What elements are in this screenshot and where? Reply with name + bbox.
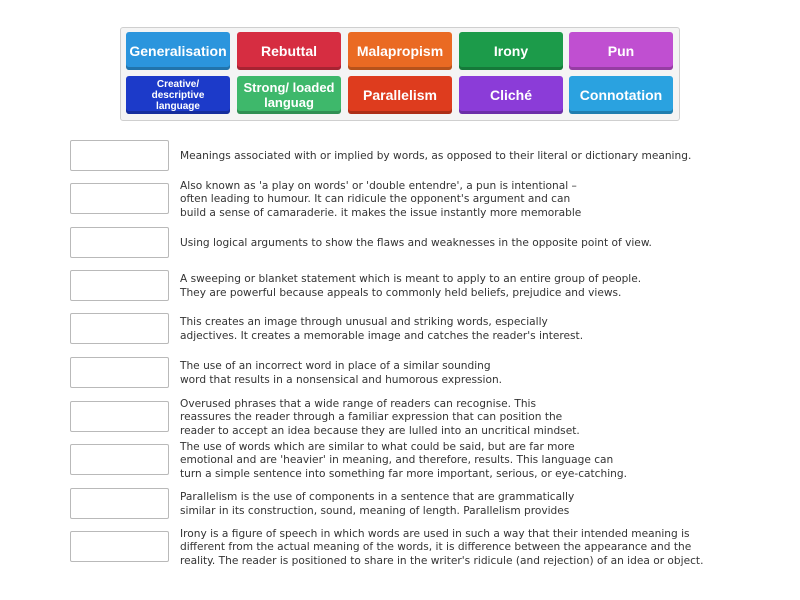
drop-zone[interactable]: [70, 531, 169, 562]
match-row-2: [70, 179, 750, 219]
drop-zone[interactable]: [70, 227, 169, 258]
answer-tile-panel: [120, 27, 680, 121]
match-row-6: [70, 357, 750, 391]
drop-zone[interactable]: [70, 270, 169, 301]
drop-zone[interactable]: [70, 313, 169, 344]
drop-zone[interactable]: [70, 401, 169, 432]
tile-generalisation[interactable]: Generalisation: [126, 32, 230, 70]
tile-pun[interactable]: Pun: [569, 32, 673, 70]
tile-strong-loaded-language[interactable]: Strong/ loaded languag: [237, 76, 341, 114]
tile-connotation[interactable]: Connotation: [569, 76, 673, 114]
description-text: The use of an incorrect word in place of a similar sounding word that results in a nonsensical and humorous expression.: [180, 360, 503, 386]
match-row-3: [70, 227, 750, 261]
tile-parallelism[interactable]: Parallelism: [348, 76, 452, 114]
description-text: Parallelism is the use of components in a sentence that are grammatically similar in its construction, sound, meaning of length. Parallelism provides: [180, 491, 575, 517]
match-row-1: [70, 140, 750, 174]
description-text: Irony is a figure of speech in which words are used in such a way that their intended meaning is different from the actual meaning of the words, it is difference between the appearance and the reality. The reader is positioned to share in the writer's ridicule (and rejection) of an idea or object.: [180, 527, 704, 567]
drop-zone[interactable]: [70, 140, 169, 171]
description-text: The use of words which are similar to what could be said, but are far more emotional and are 'heavier' in meaning, and therefore, results. This language can turn a simple sentence into something far more important, serious, or eye-catching.: [180, 440, 627, 480]
tile-irony[interactable]: Irony: [459, 32, 563, 70]
description-text: Also known as 'a play on words' or 'double entendre', a pun is intentional – often leading to humour. It can ridicule the opponent's argument and can build a sense of camaraderie. it makes the issue instantly more memorable: [180, 179, 582, 219]
tile-rebuttal[interactable]: Rebuttal: [237, 32, 341, 70]
drop-zone[interactable]: [70, 444, 169, 475]
drop-zone[interactable]: [70, 183, 169, 214]
tile-malapropism[interactable]: Malapropism: [348, 32, 452, 70]
match-row-9: [70, 488, 750, 522]
match-row-10: [70, 527, 750, 567]
match-row-4: [70, 270, 750, 304]
drop-zone[interactable]: [70, 357, 169, 388]
drop-zone[interactable]: [70, 488, 169, 519]
match-row-7: [70, 397, 750, 437]
description-text: Using logical arguments to show the flaws and weaknesses in the opposite point of view.: [180, 237, 652, 250]
description-text: A sweeping or blanket statement which is meant to apply to an entire group of people. They are powerful because appeals to commonly held beliefs, prejudice and views.: [180, 273, 642, 299]
tile-cliche[interactable]: Cliché: [459, 76, 563, 114]
match-row-5: [70, 313, 750, 347]
description-text: Overused phrases that a wide range of readers can recognise. This reassures the reader through a familiar expression that can position the reader to accept an idea because they are lulled into an uncritical mindset.: [180, 397, 580, 437]
match-row-8: [70, 440, 750, 480]
description-text: This creates an image through unusual and striking words, especially adjectives. It creates a memorable image and catches the reader's interest.: [180, 316, 584, 342]
tile-creative-descriptive-language[interactable]: Creative/ descriptive language: [126, 76, 230, 114]
description-text: Meanings associated with or implied by words, as opposed to their literal or dictionary meaning.: [180, 150, 692, 163]
